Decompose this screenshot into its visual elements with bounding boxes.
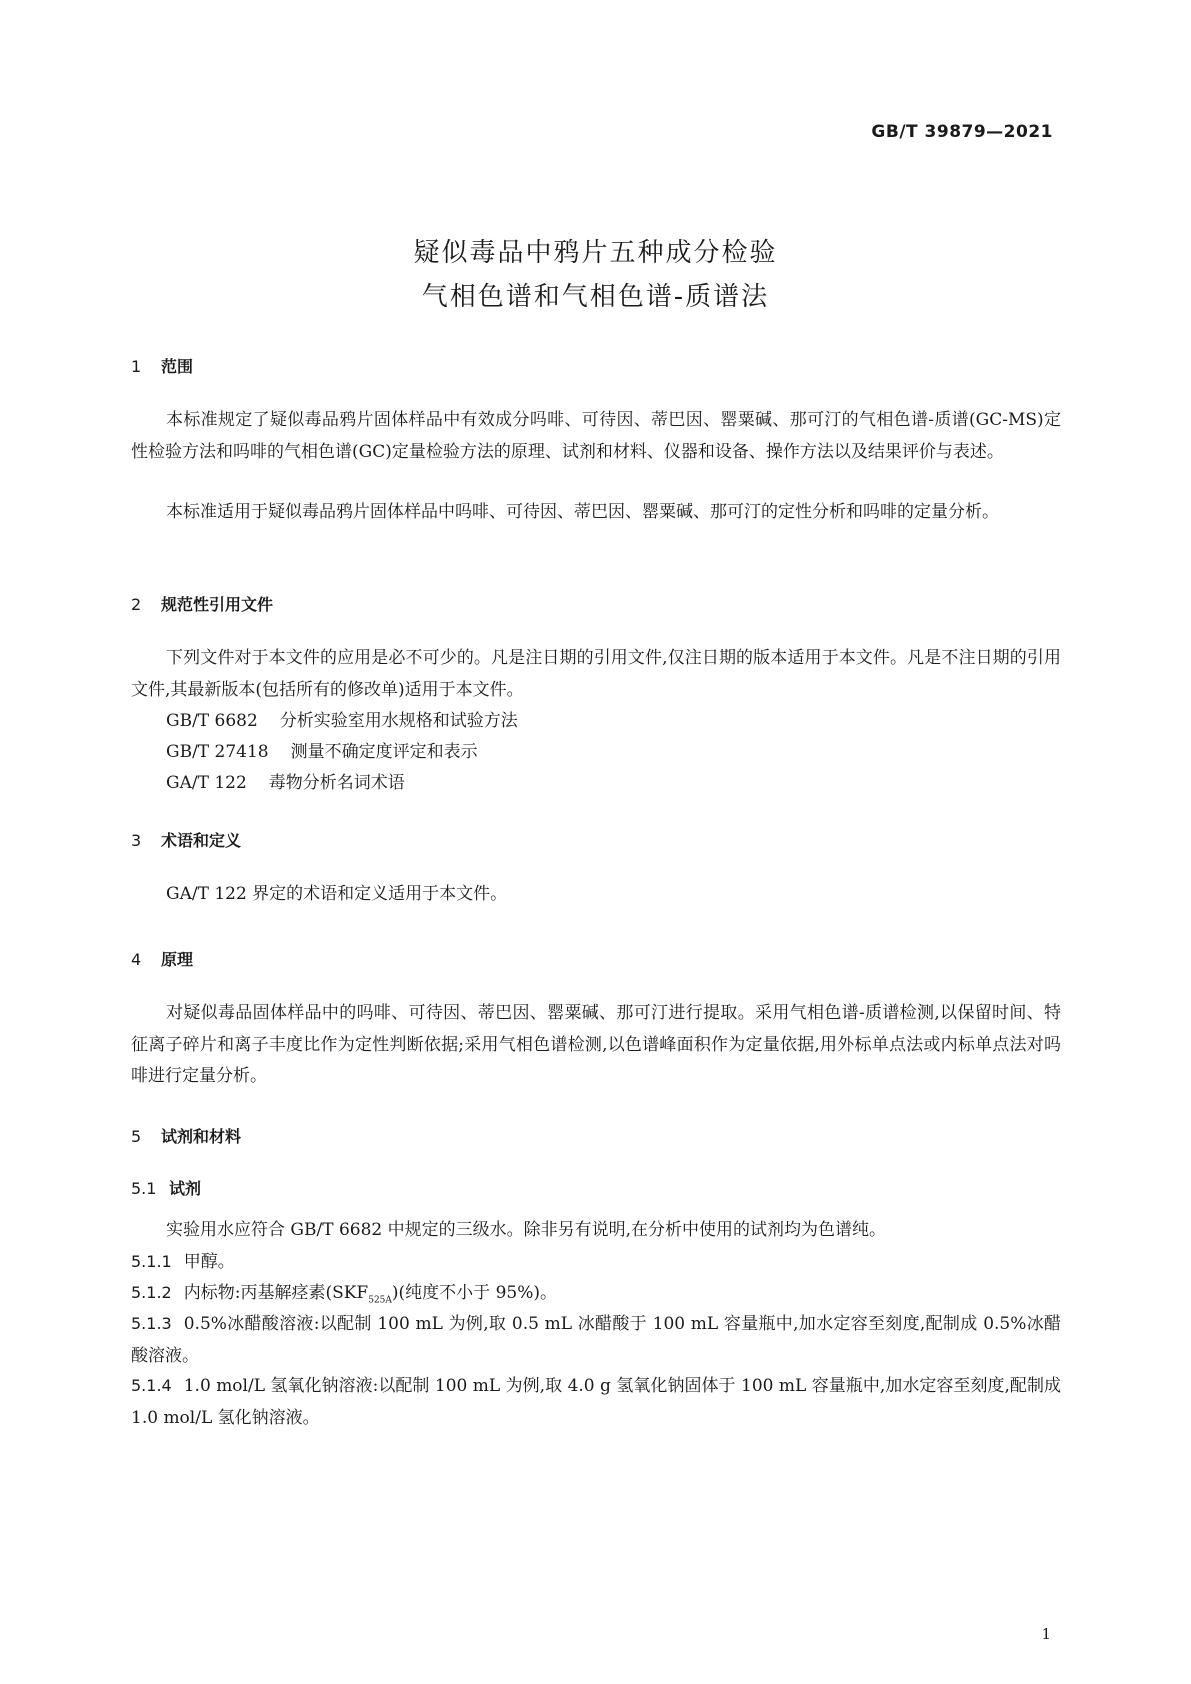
section-1-paragraph-1: 本标准规定了疑似毒品鸦片固体样品中有效成分吗啡、可待因、蒂巴因、罂粟碱、那可汀的气相色谱-质谱(GC-MS)定性检验方法和吗啡的气相色谱(GC)定量检验方法的原理、试剂和材料、仪器和设备、操作方法以及结果评价与表述。 bbox=[131, 410, 1061, 462]
reference-name: 分析实验室用水规格和试验方法 bbox=[279, 711, 518, 731]
subsection-title: 试剂 bbox=[169, 1179, 202, 1198]
section-title: 规范性引用文件 bbox=[161, 595, 274, 614]
section-number: 1 bbox=[131, 357, 142, 376]
document-title-line-2: 气相色谱和气相色谱-质谱法 bbox=[421, 282, 770, 312]
section-3-heading bbox=[131, 828, 241, 851]
section-3-paragraph-1: GA/T 122 界定的术语和定义适用于本文件。 bbox=[166, 884, 508, 904]
clause-number: 5.1.3 bbox=[131, 1314, 172, 1333]
section-2-paragraph-1: 下列文件对于本文件的应用是必不可少的。凡是注日期的引用文件,仅注日期的版本适用于本文件。凡是不注日期的引用文件,其最新版本(包括所有的修改单)适用于本文件。 bbox=[131, 648, 1061, 700]
subsection-5-1-paragraph-1: 实验用水应符合 GB/T 6682 中规定的三级水。除非另有说明,在分析中使用的试剂均为色谱纯。 bbox=[166, 1220, 887, 1240]
section-title: 范围 bbox=[161, 357, 194, 376]
section-5-heading bbox=[131, 1124, 241, 1147]
clause-text: )(纯度不小于 95%)。 bbox=[391, 1283, 558, 1303]
section-number: 2 bbox=[131, 595, 142, 614]
reference-code: GB/T 27418 bbox=[166, 742, 269, 762]
section-1-heading bbox=[131, 354, 193, 377]
section-number: 5 bbox=[131, 1127, 142, 1146]
clause-subscript: 525A bbox=[368, 1295, 392, 1306]
page-number: 1 bbox=[1041, 1625, 1051, 1643]
section-title: 试剂和材料 bbox=[161, 1127, 242, 1146]
section-2-heading bbox=[131, 592, 273, 615]
section-number: 3 bbox=[131, 831, 142, 850]
reference-item bbox=[166, 706, 518, 731]
reference-item bbox=[166, 737, 478, 762]
clause-5-1-3 bbox=[131, 1308, 1061, 1372]
section-title: 术语和定义 bbox=[161, 831, 242, 850]
reference-code: GA/T 122 bbox=[166, 773, 247, 793]
standard-code: GB/T 39879—2021 bbox=[871, 122, 1053, 142]
clause-text: 甲醇。 bbox=[183, 1252, 235, 1272]
document-title-line-1: 疑似毒品中鸦片五种成分检验 bbox=[413, 238, 778, 268]
reference-item bbox=[166, 768, 405, 793]
section-1-paragraph-2: 本标准适用于疑似毒品鸦片固体样品中吗啡、可待因、蒂巴因、罂粟碱、那可汀的定性分析和吗啡的定量分析。 bbox=[166, 502, 999, 522]
reference-name: 毒物分析名词术语 bbox=[268, 773, 405, 793]
clause-number: 5.1.2 bbox=[131, 1283, 172, 1302]
clause-text: 1.0 mol/L 氢氧化钠溶液:以配制 100 mL 为例,取 4.0 g 氢氧化钠固体于 100 mL 容量瓶中,加水定容至刻度,配制成 1.0 mol/L 氢化钠溶液。 bbox=[131, 1376, 1061, 1428]
clause-text: 内标物:丙基解痉素(SKF bbox=[183, 1283, 369, 1303]
section-title: 原理 bbox=[161, 950, 194, 969]
clause-number: 5.1.1 bbox=[131, 1252, 172, 1271]
section-4-heading bbox=[131, 947, 193, 970]
subsection-number: 5.1 bbox=[131, 1179, 157, 1198]
clause-number: 5.1.4 bbox=[131, 1376, 172, 1395]
clause-text: 0.5%冰醋酸溶液:以配制 100 mL 为例,取 0.5 mL 冰醋酸于 100 mL 容量瓶中,加水定容至刻度,配制成 0.5%冰醋酸溶液。 bbox=[131, 1314, 1061, 1366]
section-4-paragraph-1: 对疑似毒品固体样品中的吗啡、可待因、蒂巴因、罂粟碱、那可汀进行提取。采用气相色谱-质谱检测,以保留时间、特征离子碎片和离子丰度比作为定性判断依据;采用气相色谱检测,以色谱峰面积作为定量依据,用外标单点法或内标单点法对吗啡进行定量分析。 bbox=[131, 1003, 1061, 1086]
section-number: 4 bbox=[131, 950, 142, 969]
reference-name: 测量不确定度评定和表示 bbox=[290, 742, 478, 762]
reference-code: GB/T 6682 bbox=[166, 711, 258, 731]
clause-5-1-4 bbox=[131, 1370, 1061, 1434]
clause-5-1-1 bbox=[131, 1246, 1061, 1279]
subsection-5-1-heading bbox=[131, 1176, 201, 1199]
